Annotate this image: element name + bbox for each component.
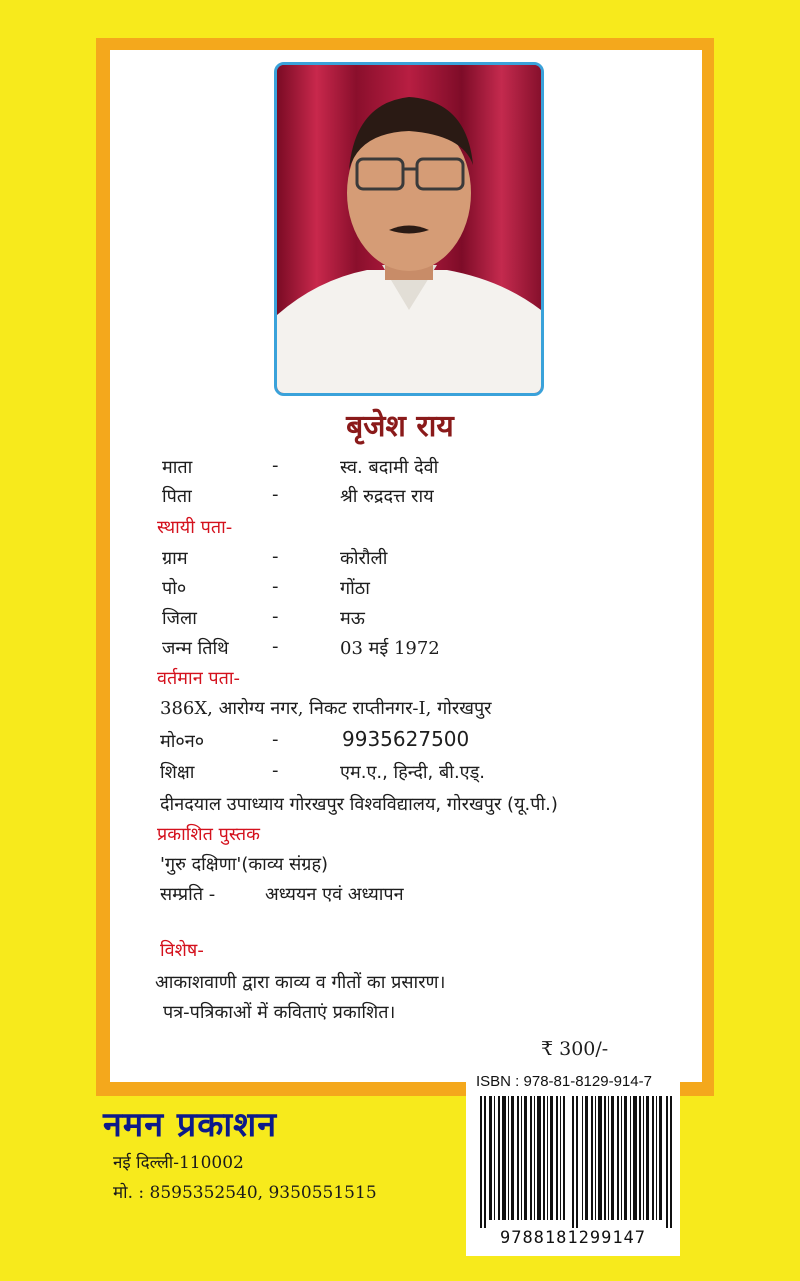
book-title: 'गुरु दक्षिणा'(काव्य संग्रह) — [160, 854, 329, 875]
publisher-name: नमन प्रकाशन — [103, 1105, 278, 1145]
university: दीनदयाल उपाध्याय गोरखपुर विश्वविद्यालय, गोरखपुर (यू.पी.) — [160, 794, 558, 815]
dob-value: 03 मई 1972 — [340, 638, 440, 659]
currently-label: सम्प्रति - — [160, 884, 216, 905]
father-label: पिता — [162, 486, 192, 507]
mobile-label: मो०न० — [160, 731, 205, 752]
district-separator: - — [272, 606, 279, 627]
education-value: एम.ए., हिन्दी, बी.एड्. — [340, 762, 485, 783]
dob-separator: - — [272, 636, 279, 657]
special-heading: विशेष- — [160, 940, 204, 961]
mobile-separator: - — [272, 729, 279, 750]
education-label: शिक्षा — [160, 762, 195, 783]
dob-label: जन्म तिथि — [162, 638, 229, 659]
price: ₹ 300/- — [541, 1038, 609, 1060]
mother-label: माता — [162, 457, 193, 478]
mother-value: स्व. बदामी देवी — [340, 457, 439, 478]
published-books-heading: प्रकाशित पुस्तक — [157, 824, 260, 845]
barcode-digits: 9788181299147 — [499, 1228, 647, 1248]
education-separator: - — [272, 760, 279, 781]
district-label: जिला — [162, 608, 197, 629]
permanent-address-heading: स्थायी पता- — [157, 517, 233, 538]
special-line-2: पत्र-पत्रिकाओं में कविताएं प्रकाशित। — [163, 1002, 396, 1023]
current-address-heading: वर्तमान पता- — [157, 668, 241, 689]
author-photo — [274, 62, 544, 396]
village-value: कोरौली — [340, 548, 388, 569]
father-value: श्री रुद्रदत्त राय — [340, 486, 434, 507]
mobile-value: 9935627500 — [342, 727, 470, 751]
village-label: ग्राम — [162, 548, 188, 569]
post-separator: - — [272, 576, 279, 597]
village-separator: - — [272, 546, 279, 567]
isbn-text: ISBN : 978-81-8129-914-7 — [476, 1073, 652, 1090]
current-address: 386X, आरोग्य नगर, निकट राप्तीनगर-I, गोरखपुर — [160, 698, 492, 719]
special-line-1: आकाशवाणी द्वारा काव्य व गीतों का प्रसारण। — [155, 972, 446, 993]
post-label: पो० — [162, 578, 187, 599]
father-separator: - — [272, 484, 279, 505]
mother-separator: - — [272, 455, 279, 476]
district-value: मऊ — [340, 608, 365, 629]
publisher-phone: मो. : 8595352540, 9350551515 — [113, 1183, 377, 1203]
author-name: बृजेश राय — [346, 409, 454, 444]
post-value: गोंठा — [340, 578, 370, 599]
barcode-image — [480, 1096, 676, 1228]
publisher-city: नई दिल्ली-110002 — [113, 1153, 244, 1173]
currently-value: अध्ययन एवं अध्यापन — [265, 884, 404, 905]
